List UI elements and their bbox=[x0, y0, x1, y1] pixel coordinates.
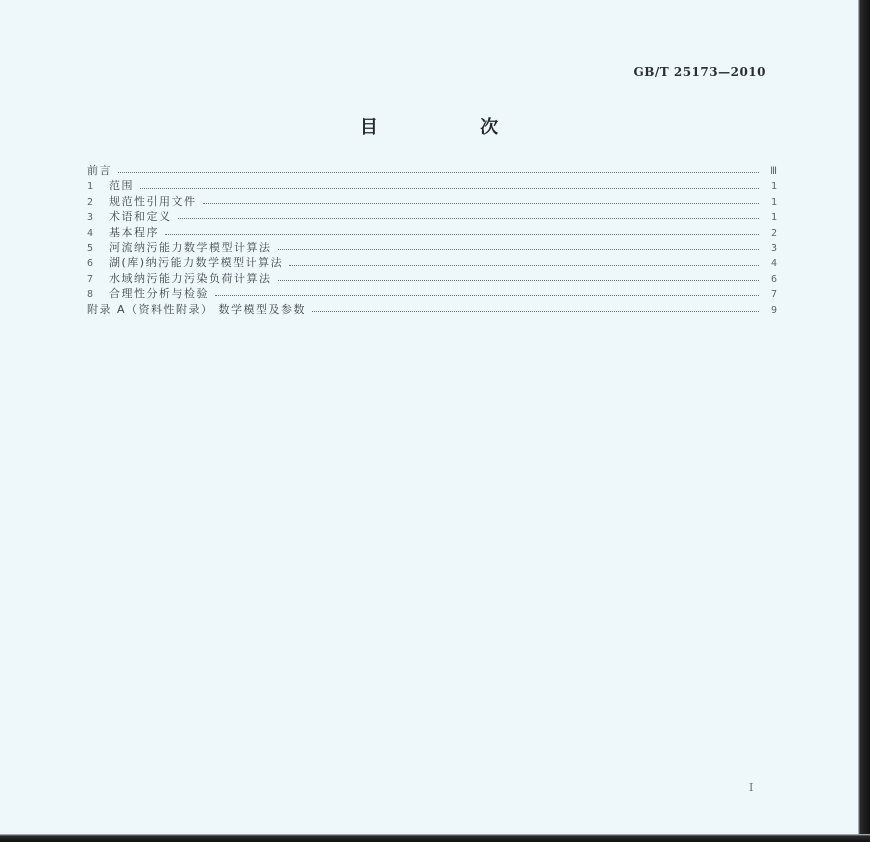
toc-entry-2[interactable] bbox=[87, 194, 777, 209]
toc-entry-foreword[interactable] bbox=[87, 163, 777, 178]
toc-leader-dots bbox=[140, 188, 759, 189]
toc-leader-dots bbox=[165, 234, 759, 235]
table-of-contents bbox=[87, 163, 777, 317]
toc-leader-dots bbox=[278, 249, 760, 250]
toc-entry-7[interactable] bbox=[87, 271, 777, 286]
toc-entry-page: 1 bbox=[770, 181, 777, 193]
toc-entry-number: 5 bbox=[87, 242, 94, 254]
scan-edge-bottom bbox=[0, 834, 870, 842]
toc-entry-page: 7 bbox=[770, 289, 777, 301]
toc-entry-label: 河流纳污能力数学模型计算法 bbox=[109, 240, 272, 254]
standard-code: GB/T 25173—2010 bbox=[633, 65, 766, 79]
toc-leader-dots bbox=[278, 280, 760, 281]
toc-leader-dots bbox=[203, 203, 760, 204]
toc-leader-dots bbox=[118, 172, 759, 173]
toc-entry-page: 4 bbox=[770, 258, 777, 270]
toc-entry-number: 1 bbox=[87, 181, 94, 193]
toc-entry-5[interactable] bbox=[87, 240, 777, 255]
toc-entry-4[interactable] bbox=[87, 225, 777, 240]
toc-leader-dots bbox=[289, 265, 759, 266]
toc-entry-label: 湖(库)纳污能力数学模型计算法 bbox=[109, 256, 284, 270]
toc-entry-page: 6 bbox=[770, 273, 777, 285]
toc-leader-dots bbox=[215, 295, 759, 296]
toc-entry-page: Ⅲ bbox=[770, 166, 777, 177]
toc-entry-label: 前言 bbox=[87, 164, 112, 177]
page-title: 目 次 bbox=[359, 117, 547, 138]
toc-entry-appendix-a[interactable] bbox=[87, 302, 777, 317]
toc-entry-1[interactable] bbox=[87, 178, 777, 193]
toc-entry-label: 范围 bbox=[109, 179, 134, 193]
toc-entry-number: 4 bbox=[87, 227, 94, 239]
page-number: I bbox=[749, 781, 754, 794]
toc-entry-label: 水域纳污能力污染负荷计算法 bbox=[109, 271, 272, 285]
toc-entry-label: 合理性分析与检验 bbox=[109, 287, 209, 301]
toc-entry-label: 术语和定义 bbox=[109, 210, 172, 224]
toc-entry-label: 基本程序 bbox=[109, 225, 159, 239]
toc-entry-3[interactable] bbox=[87, 209, 777, 224]
toc-entry-page: 3 bbox=[770, 242, 777, 254]
toc-entry-label: 规范性引用文件 bbox=[109, 194, 197, 208]
toc-entry-number: 2 bbox=[87, 196, 94, 208]
toc-entry-6[interactable] bbox=[87, 255, 777, 270]
toc-entry-label: 附录 A（资料性附录） 数学模型及参数 bbox=[87, 302, 307, 316]
toc-entry-page: 1 bbox=[770, 212, 777, 224]
toc-entry-number: 6 bbox=[87, 258, 94, 270]
toc-entry-8[interactable] bbox=[87, 286, 777, 301]
toc-entry-number: 7 bbox=[87, 273, 94, 285]
scan-edge-right bbox=[858, 0, 870, 842]
toc-entry-number: 8 bbox=[87, 289, 94, 301]
toc-entry-page: 2 bbox=[770, 227, 777, 239]
toc-entry-number: 3 bbox=[87, 212, 94, 224]
toc-leader-dots bbox=[178, 218, 760, 219]
toc-leader-dots bbox=[312, 311, 759, 312]
toc-entry-page: 9 bbox=[770, 304, 777, 316]
toc-entry-page: 1 bbox=[770, 196, 777, 208]
